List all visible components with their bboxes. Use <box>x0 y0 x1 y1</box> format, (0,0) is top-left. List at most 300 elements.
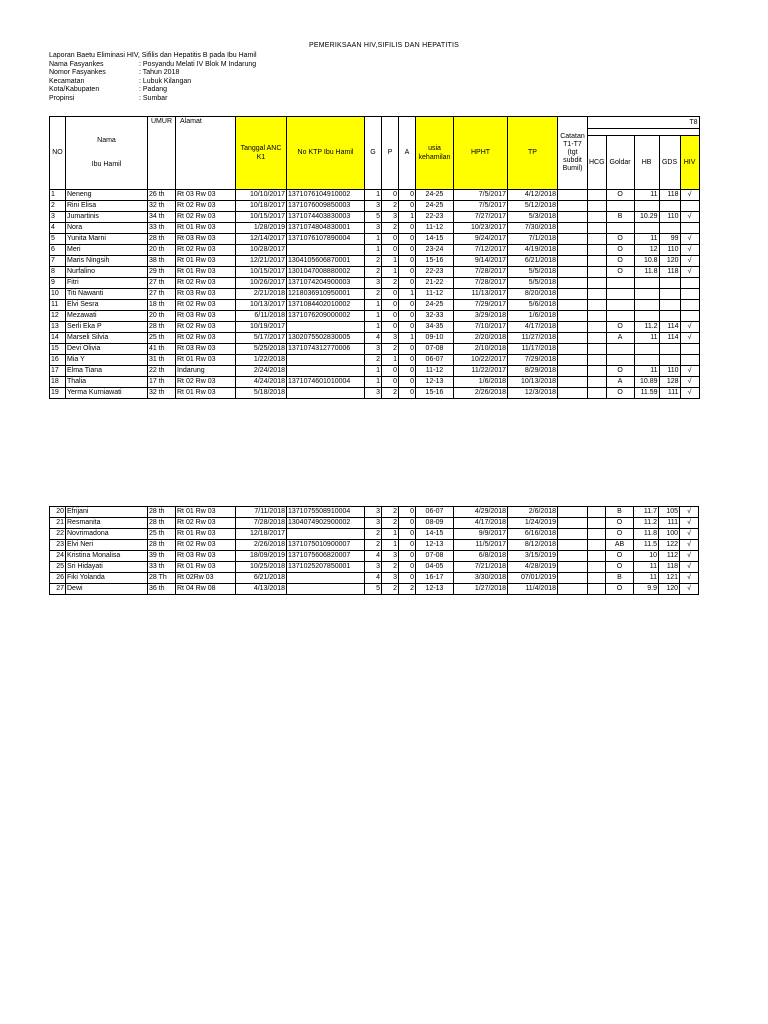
cell-usia-kehamilan: 07-08 <box>416 344 454 355</box>
cell-gds: 111 <box>659 518 680 529</box>
table-row <box>50 518 699 529</box>
cell-gds: 118 <box>659 267 680 278</box>
cell-p: 0 <box>382 300 399 311</box>
cell-no-ktp <box>287 584 365 595</box>
cell-tp: 11/4/2018 <box>508 584 558 595</box>
cell-catatan <box>558 201 588 212</box>
cell-catatan <box>558 300 588 311</box>
cell-catatan <box>558 256 588 267</box>
cell-alamat: Rt 02 Rw 03 <box>176 300 236 311</box>
cell-hpht: 7/27/2017 <box>454 212 508 223</box>
cell-hpht: 11/13/2017 <box>454 289 508 300</box>
cell-hiv: √ <box>680 245 699 256</box>
cell-umur: 41 th <box>148 344 176 355</box>
cell-catatan <box>558 234 588 245</box>
cell-tp: 7/30/2018 <box>508 223 558 234</box>
cell-tanggal-anc: 10/28/2017 <box>236 245 287 256</box>
cell-p: 2 <box>382 584 399 595</box>
cell-goldar <box>606 289 634 300</box>
cell-umur: 32 th <box>148 201 176 212</box>
table-row <box>50 355 700 366</box>
cell-catatan <box>558 190 588 201</box>
info-label: Kecamatan <box>49 77 85 85</box>
cell-gds <box>659 223 680 234</box>
report-info <box>49 52 257 104</box>
cell-tp: 7/1/2018 <box>508 234 558 245</box>
cell-nama: Fiki Yolanda <box>66 573 148 584</box>
cell-hpht: 2/20/2018 <box>454 333 508 344</box>
info-row <box>49 61 257 70</box>
cell-nama: Marseli Silvia <box>66 333 148 344</box>
cell-hiv: √ <box>680 212 699 223</box>
table-row <box>50 234 700 245</box>
cell-gds: 112 <box>659 551 680 562</box>
cell-no: 20 <box>50 507 66 518</box>
cell-g: 3 <box>365 201 382 212</box>
cell-no: 7 <box>50 256 66 267</box>
cell-p: 1 <box>382 540 399 551</box>
cell-alamat: Rt 02 Rw 03 <box>176 278 236 289</box>
cell-alamat: Rt 01 Rw 03 <box>176 388 236 399</box>
cell-nama: Elvi Neri <box>66 540 148 551</box>
cell-usia-kehamilan: 04-05 <box>416 562 454 573</box>
cell-usia-kehamilan: 12-13 <box>416 377 454 388</box>
cell-nama: Jumartinis <box>66 212 148 223</box>
cell-a: 0 <box>399 366 416 377</box>
cell-goldar <box>606 300 634 311</box>
cell-tanggal-anc: 2/24/2018 <box>236 366 287 377</box>
cell-g: 2 <box>365 540 382 551</box>
header-gds: GDS <box>659 136 680 190</box>
cell-nama: Rini Elisa <box>66 201 148 212</box>
cell-alamat: Rt 01 Rw 03 <box>176 256 236 267</box>
cell-g: 4 <box>365 551 382 562</box>
cell-tp: 5/5/2018 <box>508 267 558 278</box>
cell-hcg <box>588 300 607 311</box>
cell-usia-kehamilan: 06-07 <box>416 355 454 366</box>
cell-a: 0 <box>399 540 416 551</box>
cell-catatan <box>558 212 588 223</box>
cell-goldar: O <box>606 388 634 399</box>
cell-nama: Efrijani <box>66 507 148 518</box>
cell-no: 24 <box>50 551 66 562</box>
cell-tp: 8/12/2018 <box>508 540 558 551</box>
table-body <box>50 507 699 595</box>
cell-tp: 8/29/2018 <box>508 366 558 377</box>
cell-goldar: B <box>606 212 634 223</box>
cell-no-ktp: 1371074601010004 <box>287 377 365 388</box>
cell-nama: Neneng <box>66 190 148 201</box>
cell-hcg <box>588 344 607 355</box>
cell-gds: 118 <box>659 562 680 573</box>
cell-alamat: Rt 03 Rw 03 <box>176 344 236 355</box>
cell-tp: 3/15/2019 <box>508 551 558 562</box>
cell-p: 1 <box>382 256 399 267</box>
cell-g: 4 <box>365 333 382 344</box>
cell-alamat: Rt 02 Rw 03 <box>176 212 236 223</box>
cell-a: 1 <box>399 289 416 300</box>
cell-tanggal-anc: 2/26/2018 <box>236 540 287 551</box>
cell-gds: 110 <box>659 245 680 256</box>
info-label: Nama Fasyankes <box>49 60 104 68</box>
cell-hiv: √ <box>680 507 699 518</box>
cell-alamat: Rt 01 Rw 03 <box>176 562 236 573</box>
cell-usia-kehamilan: 14-15 <box>416 234 454 245</box>
cell-no-ktp: 1371074403830003 <box>287 212 365 223</box>
cell-alamat: Rt 02 Rw 03 <box>176 377 236 388</box>
cell-usia-kehamilan: 08-09 <box>416 518 454 529</box>
table-row <box>50 344 700 355</box>
info-label: Kota/Kabupaten <box>49 86 100 94</box>
cell-goldar: A <box>606 377 634 388</box>
cell-no-ktp <box>287 529 365 540</box>
cell-alamat: Rt 02 Rw 03 <box>176 333 236 344</box>
cell-hpht: 10/23/2017 <box>454 223 508 234</box>
cell-no-ktp <box>287 355 365 366</box>
cell-hcg <box>588 212 607 223</box>
info-label: Propinsi <box>49 94 75 102</box>
cell-g: 3 <box>365 223 382 234</box>
cell-g: 3 <box>365 518 382 529</box>
cell-umur: 33 th <box>148 223 176 234</box>
cell-no: 5 <box>50 234 66 245</box>
cell-p: 2 <box>382 201 399 212</box>
cell-goldar: O <box>606 234 634 245</box>
cell-hiv <box>680 278 699 289</box>
cell-p: 3 <box>382 212 399 223</box>
cell-hiv: √ <box>680 333 699 344</box>
cell-p: 3 <box>382 573 399 584</box>
table-row <box>50 366 700 377</box>
cell-tp: 5/5/2018 <box>508 278 558 289</box>
cell-no-ktp: 1301047008880002 <box>287 267 365 278</box>
cell-hpht: 4/29/2018 <box>454 507 508 518</box>
cell-no: 17 <box>50 366 66 377</box>
cell-no-ktp: 1371084402010002 <box>287 300 365 311</box>
cell-hb: 11.8 <box>634 267 659 278</box>
cell-p: 2 <box>382 344 399 355</box>
cell-tanggal-anc: 12/14/2017 <box>236 234 287 245</box>
cell-a: 0 <box>399 234 416 245</box>
cell-hcg <box>588 234 607 245</box>
cell-umur: 28 th <box>148 322 176 333</box>
cell-tp: 4/12/2018 <box>508 190 558 201</box>
cell-umur: 39 th <box>148 551 176 562</box>
cell-alamat: Rt 02 Rw 03 <box>176 245 236 256</box>
cell-p: 2 <box>382 223 399 234</box>
cell-usia-kehamilan: 12-13 <box>416 584 454 595</box>
cell-nama: Elma Tiana <box>66 366 148 377</box>
cell-tp: 11/17/2018 <box>508 344 558 355</box>
table-row <box>50 278 700 289</box>
cell-p: 0 <box>382 311 399 322</box>
cell-hb <box>634 355 659 366</box>
cell-tp: 7/29/2018 <box>508 355 558 366</box>
cell-gds <box>659 278 680 289</box>
cell-no: 12 <box>50 311 66 322</box>
cell-hiv <box>680 223 699 234</box>
cell-umur: 18 th <box>148 300 176 311</box>
cell-hiv: √ <box>680 540 699 551</box>
cell-nama: Fitri <box>66 278 148 289</box>
cell-gds: 121 <box>659 573 680 584</box>
cell-umur: 22 th <box>148 366 176 377</box>
cell-umur: 27 th <box>148 289 176 300</box>
cell-goldar <box>606 278 634 289</box>
cell-g: 2 <box>365 289 382 300</box>
cell-no: 2 <box>50 201 66 212</box>
cell-a: 0 <box>399 344 416 355</box>
cell-usia-kehamilan: 22-23 <box>416 212 454 223</box>
cell-tp: 1/6/2018 <box>508 311 558 322</box>
cell-hb <box>634 289 659 300</box>
cell-no-ktp <box>287 388 365 399</box>
cell-gds: 122 <box>659 540 680 551</box>
cell-umur: 29 th <box>148 267 176 278</box>
cell-a: 0 <box>399 300 416 311</box>
cell-p: 0 <box>382 322 399 333</box>
cell-goldar: O <box>606 551 634 562</box>
info-value: : Tahun 2018 <box>139 69 180 77</box>
cell-hiv <box>680 355 699 366</box>
cell-tanggal-anc: 4/24/2018 <box>236 377 287 388</box>
cell-hpht: 7/12/2017 <box>454 245 508 256</box>
cell-tp: 12/3/2018 <box>508 388 558 399</box>
cell-hiv: √ <box>680 190 699 201</box>
cell-catatan <box>558 289 588 300</box>
cell-tanggal-anc: 7/11/2018 <box>236 507 287 518</box>
cell-a: 0 <box>399 551 416 562</box>
cell-hpht: 11/5/2017 <box>454 540 508 551</box>
cell-a: 0 <box>399 377 416 388</box>
cell-tanggal-anc: 1/22/2018 <box>236 355 287 366</box>
cell-g: 1 <box>365 245 382 256</box>
cell-alamat: Indarung <box>176 366 236 377</box>
cell-no: 13 <box>50 322 66 333</box>
cell-nama: Novrimadona <box>66 529 148 540</box>
cell-goldar: O <box>606 267 634 278</box>
cell-gds: 111 <box>659 388 680 399</box>
cell-hb: 9.9 <box>634 584 659 595</box>
cell-gds: 100 <box>659 529 680 540</box>
cell-no: 3 <box>50 212 66 223</box>
cell-umur: 38 th <box>148 256 176 267</box>
cell-hb <box>634 311 659 322</box>
cell-catatan <box>558 344 588 355</box>
table-row <box>50 529 699 540</box>
cell-hiv: √ <box>680 377 699 388</box>
cell-a: 0 <box>399 518 416 529</box>
cell-hcg <box>588 201 607 212</box>
patients-table <box>49 116 700 399</box>
cell-p: 3 <box>382 551 399 562</box>
cell-usia-kehamilan: 34-35 <box>416 322 454 333</box>
info-value: : Sumbar <box>139 94 168 102</box>
cell-hb: 10.29 <box>634 212 659 223</box>
cell-a: 0 <box>399 311 416 322</box>
cell-umur: 28 th <box>148 234 176 245</box>
cell-alamat: Rt 04 Rw 08 <box>176 584 236 595</box>
cell-p: 2 <box>382 507 399 518</box>
cell-nama: Devi Olivia <box>66 344 148 355</box>
cell-hiv: √ <box>680 388 699 399</box>
cell-a: 0 <box>399 201 416 212</box>
table-row <box>50 190 700 201</box>
cell-a: 2 <box>399 584 416 595</box>
cell-alamat: Rt 02 Rw 03 <box>176 201 236 212</box>
cell-usia-kehamilan: 09-10 <box>416 333 454 344</box>
cell-tp: 5/6/2018 <box>508 300 558 311</box>
header-nama-top: Nama <box>97 137 116 144</box>
cell-alamat: Rt 02Rw 03 <box>176 573 236 584</box>
cell-umur: 36 th <box>148 584 176 595</box>
cell-tp: 6/16/2018 <box>508 529 558 540</box>
info-value: : Lubuk Kilangan <box>139 77 192 85</box>
cell-tp: 8/20/2018 <box>508 289 558 300</box>
cell-catatan <box>558 388 588 399</box>
cell-tp: 5/12/2018 <box>508 201 558 212</box>
cell-hpht: 9/24/2017 <box>454 234 508 245</box>
cell-hb: 11 <box>634 190 659 201</box>
cell-tp: 4/28/2019 <box>508 562 558 573</box>
table-row <box>50 267 700 278</box>
info-value: : Posyandu Melati IV Blok M Indarung <box>139 60 257 68</box>
cell-hcg <box>588 278 607 289</box>
cell-hcg <box>588 311 607 322</box>
cell-gds <box>659 201 680 212</box>
cell-hb: 11.8 <box>634 529 659 540</box>
cell-hpht: 4/17/2018 <box>454 518 508 529</box>
cell-nama: Sri Hidayati <box>66 562 148 573</box>
table-row <box>50 333 700 344</box>
cell-hb: 11 <box>634 333 659 344</box>
header-hpht: HPHT <box>454 117 508 190</box>
cell-hiv: √ <box>680 584 699 595</box>
cell-umur: 28 th <box>148 507 176 518</box>
cell-a: 0 <box>399 562 416 573</box>
table-row <box>50 212 700 223</box>
cell-nama: Mia Y <box>66 355 148 366</box>
cell-no: 22 <box>50 529 66 540</box>
cell-g: 1 <box>365 366 382 377</box>
cell-alamat: Rt 01 Rw 03 <box>176 507 236 518</box>
cell-nama: Yerma Kurniawati <box>66 388 148 399</box>
cell-hpht: 9/14/2017 <box>454 256 508 267</box>
cell-hcg <box>588 267 607 278</box>
cell-no: 27 <box>50 584 66 595</box>
cell-goldar: AB <box>606 540 634 551</box>
cell-hcg <box>588 245 607 256</box>
cell-a: 0 <box>399 223 416 234</box>
cell-hiv: √ <box>680 518 699 529</box>
cell-no-ktp: 1371075606820007 <box>287 551 365 562</box>
cell-hcg <box>588 223 607 234</box>
table-row <box>50 540 699 551</box>
cell-usia-kehamilan: 14-15 <box>416 529 454 540</box>
cell-hpht: 2/26/2018 <box>454 388 508 399</box>
cell-p: 2 <box>382 518 399 529</box>
cell-a: 0 <box>399 529 416 540</box>
cell-hpht: 2/10/2018 <box>454 344 508 355</box>
cell-umur: 25 th <box>148 333 176 344</box>
cell-hpht: 7/28/2017 <box>454 278 508 289</box>
cell-umur: 28 th <box>148 540 176 551</box>
cell-gds: 120 <box>659 256 680 267</box>
cell-hpht: 1/27/2018 <box>454 584 508 595</box>
cell-umur: 28 th <box>148 518 176 529</box>
cell-umur: 20 th <box>148 311 176 322</box>
cell-tp: 4/17/2018 <box>508 322 558 333</box>
cell-catatan <box>558 311 588 322</box>
cell-tanggal-anc: 4/13/2018 <box>236 584 287 595</box>
cell-catatan <box>558 518 588 529</box>
cell-tanggal-anc: 10/25/2018 <box>236 562 287 573</box>
cell-nama: Yunita Marni <box>66 234 148 245</box>
cell-alamat: Rt 01 Rw 03 <box>176 355 236 366</box>
cell-catatan <box>558 366 588 377</box>
cell-tanggal-anc: 1/28/2019 <box>236 223 287 234</box>
table-row <box>50 311 700 322</box>
cell-hcg <box>588 366 607 377</box>
cell-hcg <box>588 584 606 595</box>
cell-no-ktp: 1371076104910002 <box>287 190 365 201</box>
cell-hpht: 11/22/2017 <box>454 366 508 377</box>
cell-a: 0 <box>399 256 416 267</box>
table-row <box>50 201 700 212</box>
cell-g: 3 <box>365 344 382 355</box>
cell-gds <box>659 300 680 311</box>
table-row <box>50 245 700 256</box>
cell-umur: 25 th <box>148 529 176 540</box>
cell-hiv: √ <box>680 529 699 540</box>
cell-hiv <box>680 344 699 355</box>
cell-a: 0 <box>399 507 416 518</box>
info-row <box>49 78 257 87</box>
cell-hb: 11.5 <box>634 540 659 551</box>
cell-goldar <box>606 355 634 366</box>
cell-hb <box>634 344 659 355</box>
cell-hiv: √ <box>680 366 699 377</box>
cell-goldar: O <box>606 322 634 333</box>
cell-tanggal-anc: 6/21/2018 <box>236 573 287 584</box>
cell-tp: 10/13/2018 <box>508 377 558 388</box>
cell-tanggal-anc: 10/15/2017 <box>236 212 287 223</box>
cell-catatan <box>558 573 588 584</box>
cell-goldar: O <box>606 518 634 529</box>
cell-g: 3 <box>365 507 382 518</box>
cell-alamat: Rt 02 Rw 03 <box>176 518 236 529</box>
cell-p: 0 <box>382 245 399 256</box>
cell-g: 2 <box>365 267 382 278</box>
cell-no-ktp: 1371075508910004 <box>287 507 365 518</box>
cell-no: 23 <box>50 540 66 551</box>
cell-nama: Meri <box>66 245 148 256</box>
cell-alamat: Rt 03 Rw 03 <box>176 551 236 562</box>
cell-catatan <box>558 377 588 388</box>
cell-hcg <box>588 388 607 399</box>
cell-a: 1 <box>399 212 416 223</box>
table-row <box>50 562 699 573</box>
cell-hpht: 10/22/2017 <box>454 355 508 366</box>
table-row <box>50 300 700 311</box>
table-row <box>50 256 700 267</box>
cell-hcg <box>588 507 606 518</box>
cell-no-ktp: 1304105606870001 <box>287 256 365 267</box>
cell-hpht: 3/30/2018 <box>454 573 508 584</box>
cell-no: 8 <box>50 267 66 278</box>
cell-no-ktp: 1371074804830001 <box>287 223 365 234</box>
cell-usia-kehamilan: 24-25 <box>416 300 454 311</box>
